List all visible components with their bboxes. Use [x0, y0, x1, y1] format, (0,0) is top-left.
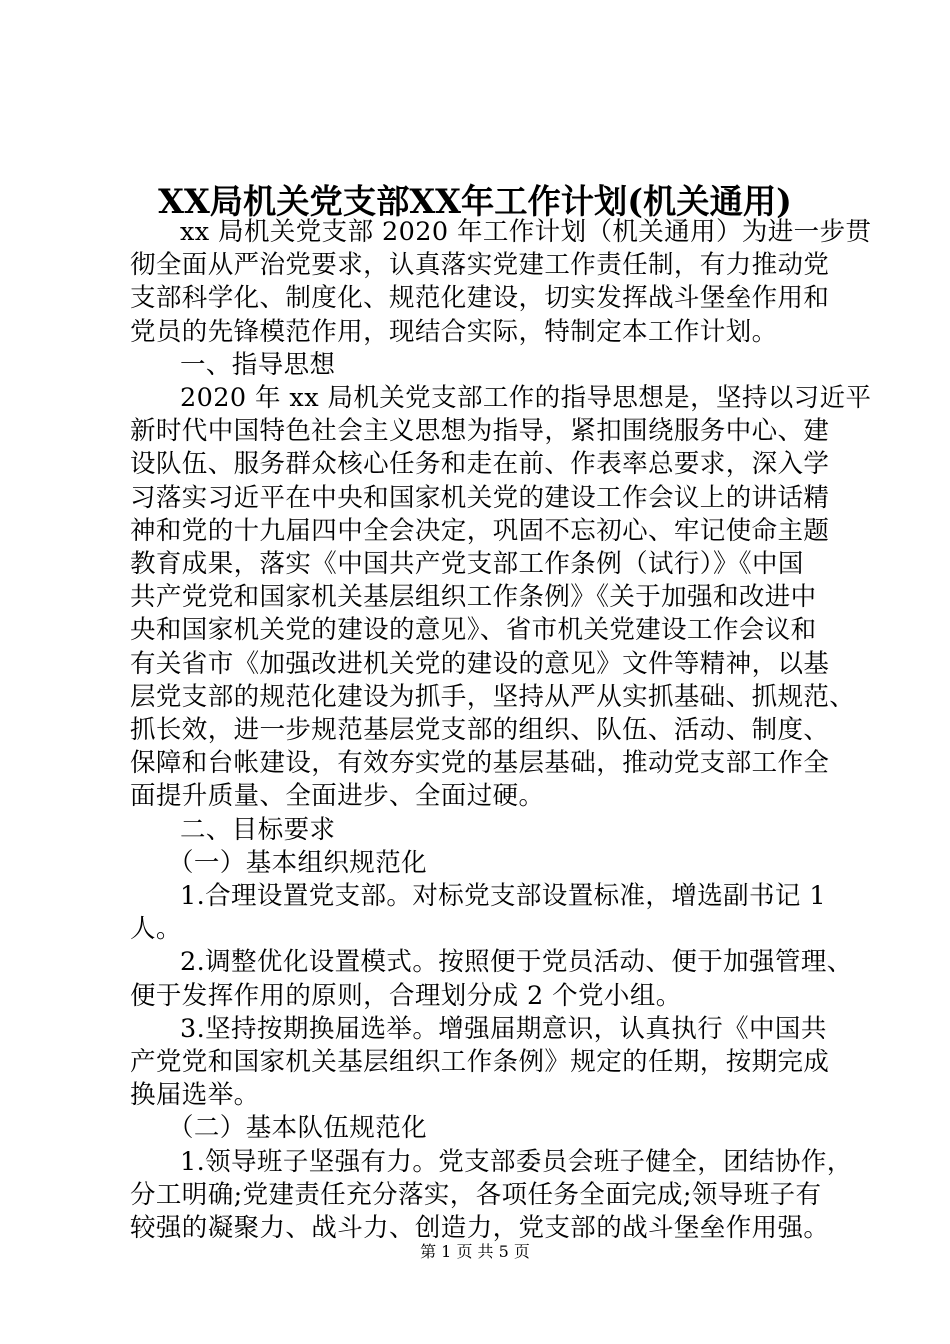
- body-line: 习落实习近平在中央和国家机关党的建设工作会议上的讲话精: [130, 482, 830, 513]
- body-line: 产党党和国家机关基层组织工作条例》规定的任期，按期完成: [130, 1047, 830, 1077]
- body-line: 层党支部的规范化建设为抓手，坚持从严从实抓基础、抓规范、: [130, 681, 856, 712]
- body-line: 有关省市《加强改进机关党的建设的意见》文件等精神，以基: [130, 648, 830, 679]
- body-line: 教育成果，落实《中国共产党支部工作条例（试行）》《中国: [130, 549, 804, 579]
- body-line: 央和国家机关党的建设的意见》、省市机关党建设工作会议和: [130, 615, 817, 646]
- subsection-heading: （一）基本组织规范化: [168, 847, 428, 878]
- body-line: 抓长效，进一步规范基层党支部的组织、队伍、活动、制度、: [130, 715, 830, 745]
- body-line: 分工明确;党建责任充分落实，各项任务全面完成;领导班子有: [130, 1179, 822, 1210]
- body-line: 1.领导班子坚强有力。党支部委员会班子健全，团结协作，: [180, 1146, 853, 1177]
- body-line: 1.合理设置党支部。对标党支部设置标准，增选副书记 1: [180, 881, 826, 911]
- body-line: 神和党的十九届四中全会决定，巩固不忘初心、牢记使命主题: [130, 515, 830, 546]
- body-line: xx 局机关党支部 2020 年工作计划（机关通用）为进一步贯: [180, 217, 872, 247]
- body-line: 设队伍、服务群众核心任务和走在前、作表率总要求，深入学: [130, 449, 830, 480]
- body-line: 新时代中国特色社会主义思想为指导，紧扣围绕服务中心、建: [130, 416, 830, 447]
- body-line: 彻全面从严治党要求，认真落实党建工作责任制，有力推动党: [130, 250, 830, 281]
- body-line: 2.调整优化设置模式。按照便于党员活动、便于加强管理、: [180, 947, 853, 978]
- body-line: 支部科学化、制度化、规范化建设，切实发挥战斗堡垒作用和: [130, 283, 830, 314]
- section-heading: 二、目标要求: [180, 814, 336, 845]
- body-line: 2020 年 xx 局机关党支部工作的指导思想是，坚持以习近平: [180, 383, 872, 413]
- body-line: 面提升质量、全面进步、全面过硬。: [130, 781, 545, 812]
- page-title: XX局机关党支部XX年工作计划(机关通用): [158, 182, 792, 221]
- body-line: 保障和台帐建设，有效夯实党的基层基础，推动党支部工作全: [130, 748, 830, 779]
- subsection-heading: （二）基本队伍规范化: [168, 1113, 428, 1144]
- body-line: 便于发挥作用的原则，合理划分成 2 个党小组。: [130, 980, 682, 1011]
- body-line: 党员的先锋模范作用，现结合实际，特制定本工作计划。: [130, 316, 778, 347]
- body-line: 换届选举。: [130, 1080, 260, 1111]
- body-line: 较强的凝聚力、战斗力、创造力，党支部的战斗堡垒作用强。: [130, 1213, 830, 1243]
- body-line: 共产党党和国家机关基层组织工作条例》《关于加强和改进中: [130, 582, 817, 613]
- body-line: 人。: [130, 914, 182, 945]
- section-heading: 一、指导思想: [180, 349, 336, 380]
- body-line: 3.坚持按期换届选举。增强届期意识，认真执行《中国共: [180, 1013, 827, 1044]
- page-number-footer: 第 1 页 共 5 页: [420, 1242, 530, 1261]
